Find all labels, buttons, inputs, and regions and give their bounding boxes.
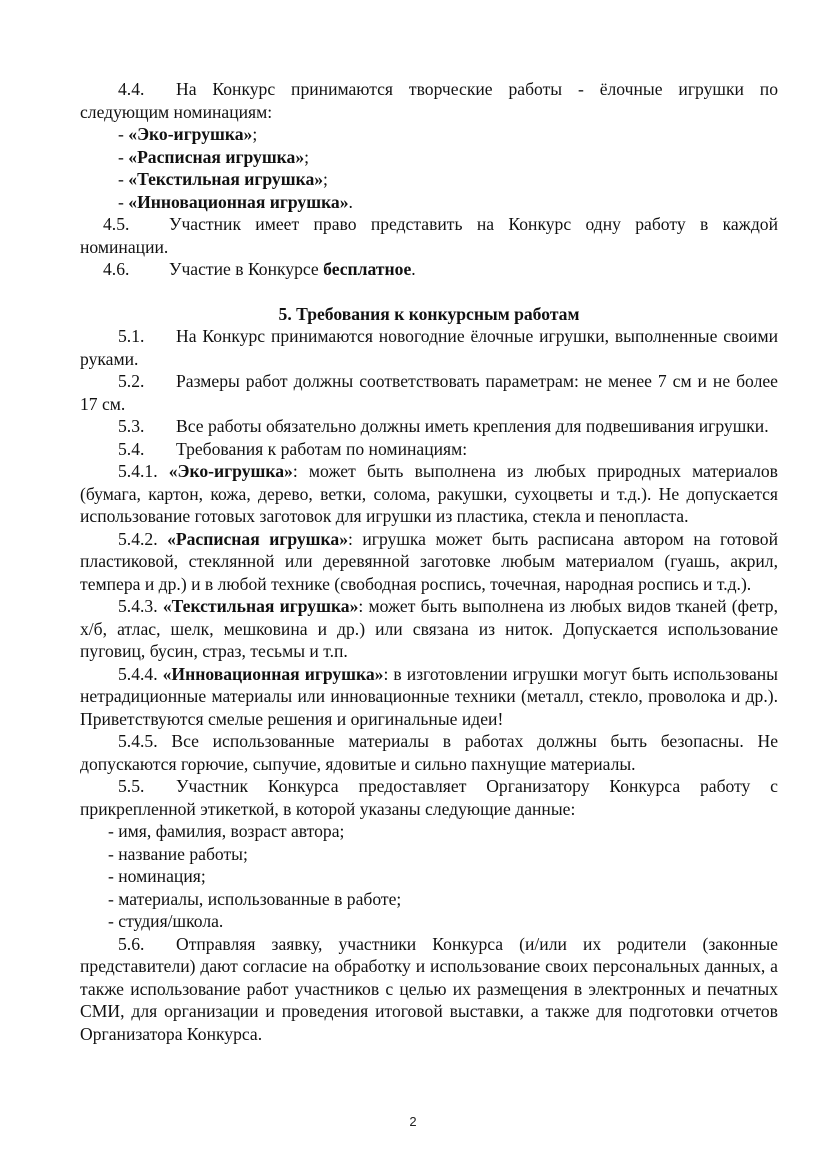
clause-5-2: 5.2. Размеры работ должны соответствовать параметрам: не менее 7 см и не более 17 см. <box>80 371 778 414</box>
label-data-list <box>80 820 778 933</box>
list-item: - имя, фамилия, возраст автора; <box>108 821 345 841</box>
clause-5-4-2: 5.4.2. «Расписная игрушка»: игрушка может быть расписана автором на готовой пластиковой, стеклянной или деревянной заготовке любым материалом (гуашь, акрил, темпера и др.) и в любой технике (свободная роспись, точечная, народная роспись и т.д.). <box>80 528 778 594</box>
list-item: - «Текстильная игрушка»; <box>118 169 328 189</box>
list-item: - «Расписная игрушка»; <box>118 146 310 167</box>
page-number: 2 <box>409 1114 417 1129</box>
list-item: - номинация; <box>108 866 206 886</box>
nominations-list <box>80 123 778 213</box>
clause-4-4: 4.4. На Конкурс принимаются творческие работы - ёлочные игрушки по следующим номинациям: <box>80 79 778 122</box>
section-5-heading: 5. Требования к конкурсным работам <box>278 303 580 324</box>
clause-5-4-5: 5.4.5. Все использованные материалы в работах должны быть безопасны. Не допускаются горючие, сыпучие, ядовитые и сильно пахнущие материалы. <box>80 731 778 774</box>
list-item: - материалы, использованные в работе; <box>108 888 402 909</box>
clause-5-4: 5.4. Требования к работам по номинациям: <box>118 438 468 459</box>
clause-5-1: 5.1. На Конкурс принимаются новогодние ёлочные игрушки, выполненные своими руками. <box>80 326 778 369</box>
list-item: - название работы; <box>108 843 248 864</box>
clause-5-4-4: 5.4.4. «Инновационная игрушка»: в изготовлении игрушки могут быть использованы нетрадиционные материалы или инновационные техники (металл, стекло, проволока и др.). Приветствуются смелые решения и оригинальные идеи! <box>80 663 778 729</box>
document-page <box>80 78 778 1045</box>
clause-5-3: 5.3. Все работы обязательно должны иметь крепления для подвешивания игрушки. <box>118 416 769 436</box>
list-item: - «Эко-игрушка»; <box>118 124 258 144</box>
list-item: - студия/школа. <box>108 911 224 931</box>
clause-5-5: 5.5. Участник Конкурса предоставляет Организатору Конкурса работу с прикрепленной этикеткой, в которой указаны следующие данные: <box>80 776 778 819</box>
list-item: - «Инновационная игрушка». <box>118 191 353 212</box>
clause-4-6: 4.6. Участие в Конкурсе бесплатное. <box>103 259 416 279</box>
clause-5-4-3: 5.4.3. «Текстильная игрушка»: может быть выполнена из любых видов тканей (фетр, х/б, атлас, шелк, мешковина и др.) или связана из ниток. Допускается использование пуговиц, бусин, страз, тесьмы и т.п. <box>80 596 778 661</box>
clause-4-5: 4.5. Участник имеет право представить на Конкурс одну работу в каждой номинации. <box>80 214 778 257</box>
clause-5-4-1: 5.4.1. «Эко-игрушка»: может быть выполнена из любых природных материалов (бумага, картон, кожа, дерево, ветки, солома, ракушки, сухоцветы и т.д.). Не допускается использование готовых заготовок для игрушки из пластика, стекла и пенопласта. <box>80 461 778 526</box>
clause-5-6: 5.6. Отправляя заявку, участники Конкурса (и/или их родители (законные представители) дают согласие на обработку и использование своих персональных данных, а также использование работ участников с целью их размещения в электронных и печатных СМИ, для организации и проведения итоговой выставки, а также для подготовки отчетов Организатора Конкурса. <box>80 933 778 1044</box>
